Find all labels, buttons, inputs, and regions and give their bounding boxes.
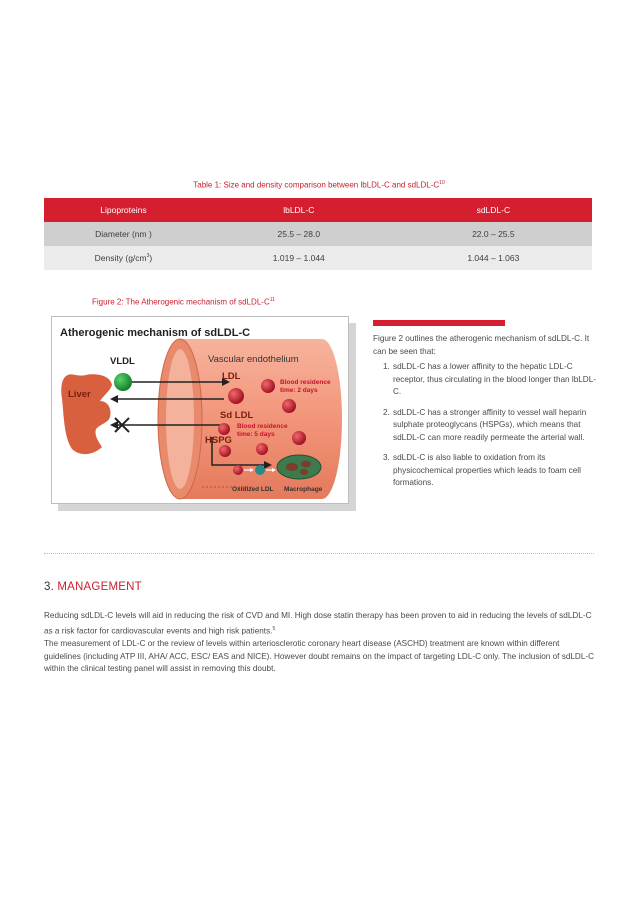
- section-divider: [44, 553, 594, 554]
- list-number: 1.: [383, 362, 390, 371]
- row-label: Density $(g/cm^3)$: [44, 246, 203, 270]
- sdldl-residence-time: time: 5 days: [237, 431, 275, 438]
- header-sdldl: sdLDL-C: [395, 198, 592, 222]
- oxidized-ldl-particle: [233, 465, 243, 475]
- list-number: 2.: [383, 407, 390, 417]
- sdldl-label: Sd LDL: [220, 410, 254, 421]
- list-text: sdLDL-C has a stronger affinity to vessel wall heparin sulphate proteoglycans (HSPGs), which means that sdLDL-C can more readily permeate the arterial wall.: [393, 407, 587, 442]
- macrophage-inclusion: [286, 463, 298, 471]
- cell-lb: 25.5 – 28.0: [203, 222, 395, 246]
- table-caption: Table 1: Size and density comparison between lbLDL-C and sdLDL-$C^{10}$: [193, 180, 445, 190]
- figure-illustration: [52, 317, 350, 505]
- sdldl-particle: [218, 423, 230, 435]
- sdldl-particle: [256, 443, 268, 455]
- figure-description: Figure 2 outlines the atherogenic mechanism of sdLDL-C. It can be seen that:: [373, 334, 590, 356]
- table-header-row: [44, 198, 592, 222]
- vessel-lumen: [166, 349, 194, 489]
- ldl-residence-time: time: 2 days: [280, 387, 318, 394]
- accent-bar: [373, 320, 505, 326]
- cell-lb: 1.019 – 1.044: [203, 246, 395, 270]
- oxidized-ldl-particle: [255, 465, 265, 475]
- cell-sd: 1.044 – 1.063: [395, 246, 592, 270]
- list-number: 3.: [383, 453, 390, 462]
- mechanism-list: [373, 361, 598, 498]
- liver-label: Liver: [68, 389, 91, 400]
- list-item: [373, 361, 598, 399]
- row-label: Diameter (nm ): [44, 222, 203, 246]
- lipoprotein-table: [44, 198, 592, 270]
- oxidized-ldl-label: Oxidized LDL: [232, 486, 274, 493]
- macrophage-inclusion: [300, 469, 308, 475]
- ldl-return-arrowhead: [110, 395, 118, 403]
- list-item: [373, 407, 598, 445]
- ldl-particle: [228, 388, 244, 404]
- table-row: [44, 222, 592, 246]
- macrophage-cell: [277, 455, 321, 479]
- macrophage-inclusion: [301, 461, 311, 468]
- vldl-label: VLDL: [110, 356, 135, 367]
- paragraph: Reducing sdLDL-C levels will aid in reducing the risk of CVD and MI. High dose statin therapy has been proven to aid in reducing the levels of sdLDL-C as a risk factor for cardiovascular events and high risk patients.$^5$: [44, 611, 592, 636]
- paragraph: The measurement of LDL-C or the review of levels within arteriosclerotic coronary heart disease (ASCHD) treatment are known within different guidelines (including ATP III, AHA/ ACC, ESC/ EAS and NICE). However doubt remains on the impact of targeting LDL-C only. The inclusion of sdLDL-C within the clinical testing panel will assist in removing this doubt.: [44, 639, 595, 673]
- list-text: sdLDL-C has a lower affinity to the hepatic LDL-C receptor, thus circulating in the blood longer than lbLDL-C.: [393, 362, 596, 396]
- cell-sd: 22.0 – 25.5: [395, 222, 592, 246]
- section-number: 3.: [44, 581, 54, 593]
- figure-caption: Figure 2: The Atherogenic mechanism of sdLDL-$C^{11}$: [92, 297, 275, 307]
- sdldl-particle: [282, 399, 296, 413]
- sdldl-arrowhead: [110, 421, 118, 429]
- list-text: sdLDL-C is also liable to oxidation from its physicochemical properties which leads to foam cell formations.: [393, 453, 581, 487]
- vldl-particle: [114, 373, 132, 391]
- ldl-residence-label: Blood residence: [280, 379, 331, 386]
- atherogenic-figure: [51, 316, 349, 504]
- hspg-label: HSPG: [205, 435, 232, 446]
- header-lbldl: lbLDL-C: [203, 198, 395, 222]
- liver-shape: [61, 374, 112, 454]
- section-heading: [44, 581, 142, 593]
- sdldl-particle: [292, 431, 306, 445]
- header-lipoproteins: Lipoproteins: [44, 198, 203, 222]
- sdldl-residence-label: Blood residence: [237, 423, 288, 430]
- ldl-particle: [261, 379, 275, 393]
- table-row: [44, 246, 592, 270]
- endothelium-label: Vascular endothelium: [208, 354, 299, 365]
- sdldl-particle: [219, 445, 231, 457]
- figure-title: Atherogenic mechanism of sdLDL-C: [60, 327, 251, 339]
- section-title: MANAGEMENT: [57, 581, 142, 593]
- macrophage-label: Macrophage: [284, 486, 323, 493]
- list-item: [373, 452, 598, 490]
- ldl-label: LDL: [222, 371, 241, 382]
